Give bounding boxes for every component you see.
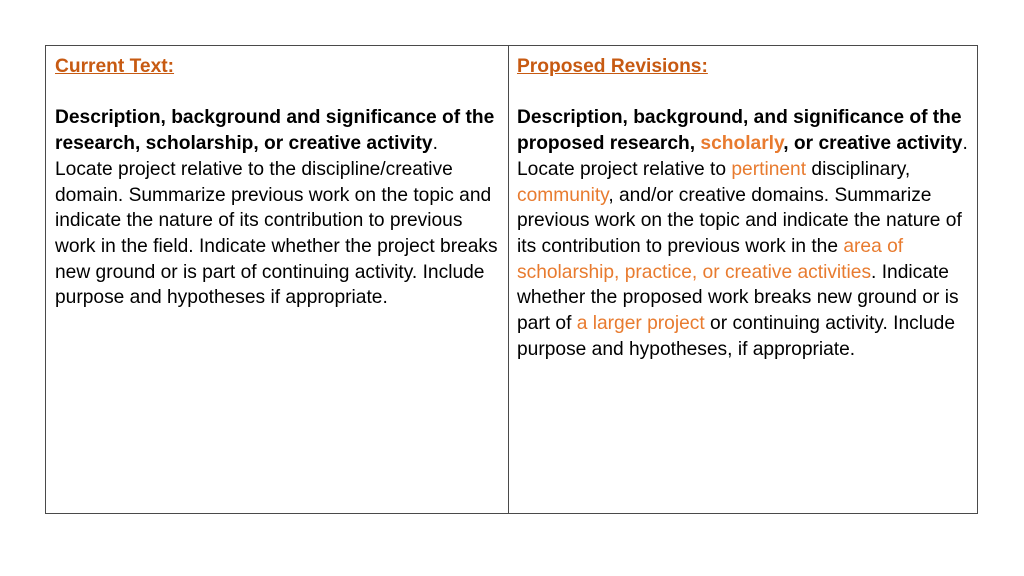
comparison-table (45, 45, 978, 514)
proposed-body-highlight-2: community (517, 184, 609, 206)
proposed-body (517, 157, 969, 363)
proposed-body-highlight-1: pertinent (731, 158, 807, 180)
current-title-period: . (432, 133, 438, 155)
proposed-title-part-a: Description, background, and significance of the proposed research, (517, 107, 962, 155)
proposed-title-period: . (962, 133, 968, 155)
proposed-title-part-b: , or creative activity (783, 133, 963, 155)
proposed-body-part-1: Locate project relative to (517, 158, 732, 180)
proposed-body-part-2: disciplinary, (806, 158, 911, 180)
proposed-body-highlight-4: a larger project (576, 313, 705, 335)
proposed-revisions-column (509, 46, 977, 513)
proposed-body-highlight-3: area of scholarship, practice, or creative activities (517, 235, 904, 283)
current-body: Locate project relative to the discipline/creative domain. Summarize previous work on the topic and indicate the nature of its contribution to previous work in the field. Indicate whether the project breaks new ground or is part of continuing activity. Include purpose and hypotheses if appropriate. (55, 158, 498, 309)
current-title-text: Description, background and significance of the research, scholarship, or creative activity (55, 107, 495, 155)
proposed-revisions-heading: Proposed Revisions: (517, 56, 708, 77)
proposed-body-part-4: . Indicate whether the proposed work breaks new ground or is part of (517, 261, 959, 335)
proposed-body-part-5: or continuing activity. Include purpose and hypotheses, if appropriate. (517, 313, 955, 360)
current-text-column (46, 46, 509, 513)
proposed-body-part-3: , and/or creative domains. Summarize previous work on the topic and indicate the nature of its contribution to previous work in the (517, 184, 962, 257)
current-title (55, 105, 500, 156)
proposed-title-highlight: scholarly (700, 133, 784, 155)
proposed-title (517, 105, 969, 156)
current-text-heading: Current Text: (55, 56, 175, 77)
